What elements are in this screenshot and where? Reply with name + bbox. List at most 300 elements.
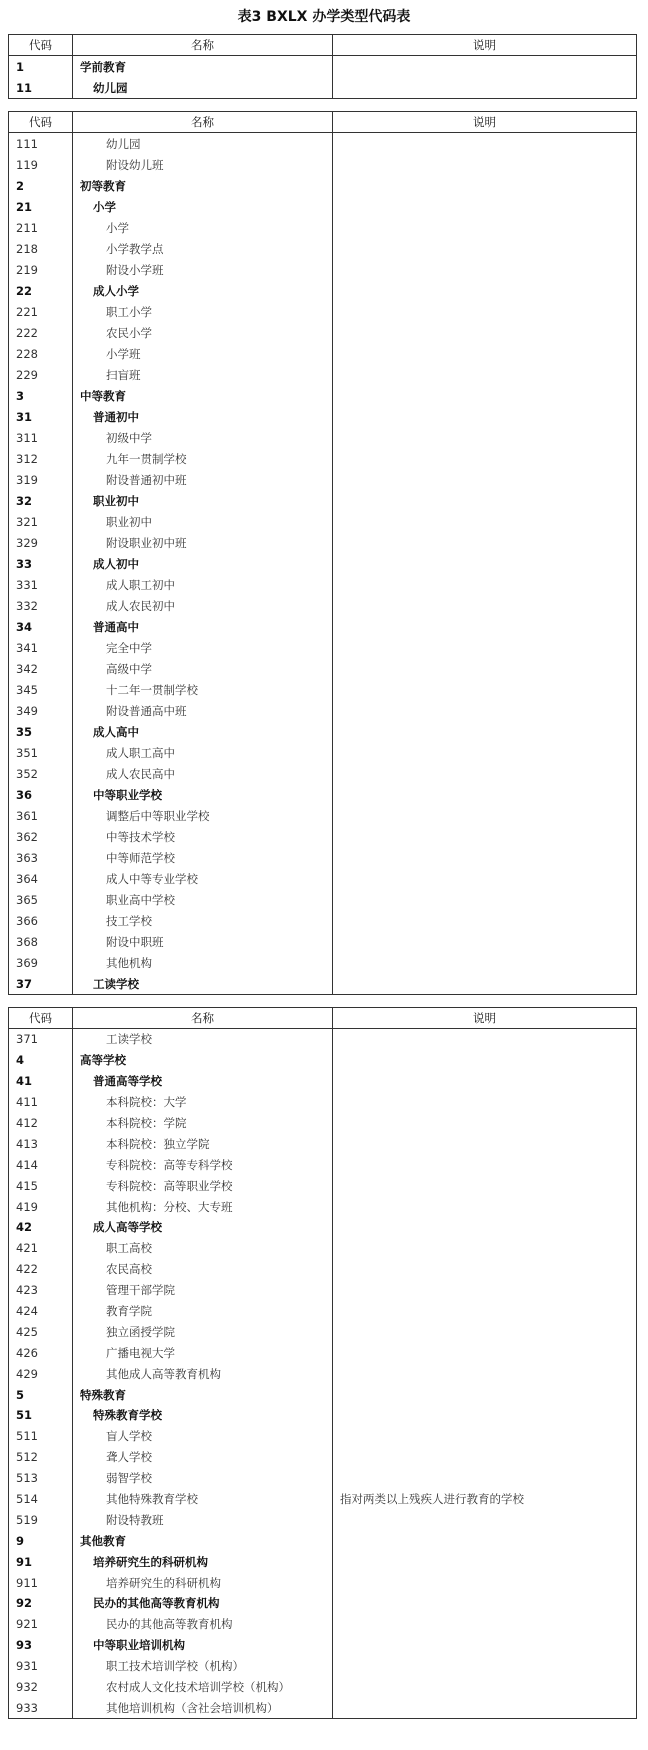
table-row xyxy=(9,56,637,78)
code-cell: 422 xyxy=(9,1259,73,1280)
desc-cell xyxy=(333,154,637,175)
table-row xyxy=(9,952,637,973)
desc-cell xyxy=(333,1509,637,1530)
desc-cell xyxy=(333,973,637,995)
table-row xyxy=(9,1071,637,1092)
code-table-part-3 xyxy=(8,1007,637,1719)
table-row xyxy=(9,532,637,553)
desc-cell xyxy=(333,448,637,469)
table-row xyxy=(9,637,637,658)
name-cell: 弱智学校 xyxy=(73,1468,333,1489)
desc-cell xyxy=(333,700,637,721)
code-cell: 321 xyxy=(9,511,73,532)
header-desc: 说明 xyxy=(333,112,637,133)
name-cell: 本科院校：独立学院 xyxy=(73,1133,333,1154)
desc-cell xyxy=(333,910,637,931)
code-cell: 42 xyxy=(9,1217,73,1238)
code-cell: 312 xyxy=(9,448,73,469)
desc-cell xyxy=(333,532,637,553)
name-cell: 小学 xyxy=(73,196,333,217)
code-cell: 329 xyxy=(9,532,73,553)
table-header-row xyxy=(9,1008,637,1029)
table-row xyxy=(9,1092,637,1113)
name-cell: 初等教育 xyxy=(73,175,333,196)
code-cell: 921 xyxy=(9,1614,73,1635)
table-row xyxy=(9,574,637,595)
desc-cell xyxy=(333,511,637,532)
name-cell: 成人小学 xyxy=(73,280,333,301)
desc-cell xyxy=(333,616,637,637)
code-cell: 21 xyxy=(9,196,73,217)
desc-cell xyxy=(333,952,637,973)
code-cell: 229 xyxy=(9,364,73,385)
table-row xyxy=(9,154,637,175)
name-cell: 扫盲班 xyxy=(73,364,333,385)
code-cell: 424 xyxy=(9,1301,73,1322)
desc-cell xyxy=(333,1092,637,1113)
table-row xyxy=(9,1113,637,1134)
name-cell: 附设职业初中班 xyxy=(73,532,333,553)
name-cell: 盲人学校 xyxy=(73,1426,333,1447)
name-cell: 成人职工高中 xyxy=(73,742,333,763)
code-cell: 932 xyxy=(9,1677,73,1698)
desc-cell xyxy=(333,322,637,343)
code-cell: 219 xyxy=(9,259,73,280)
table-row xyxy=(9,385,637,406)
table-row xyxy=(9,1238,637,1259)
code-cell: 37 xyxy=(9,973,73,995)
header-name: 名称 xyxy=(73,35,333,56)
name-cell: 职工技术培训学校（机构） xyxy=(73,1656,333,1677)
table-row xyxy=(9,805,637,826)
table-row xyxy=(9,322,637,343)
code-cell: 412 xyxy=(9,1113,73,1134)
table-row xyxy=(9,1656,637,1677)
name-cell: 成人高等学校 xyxy=(73,1217,333,1238)
desc-cell xyxy=(333,1259,637,1280)
desc-cell xyxy=(333,763,637,784)
code-cell: 51 xyxy=(9,1405,73,1426)
name-cell: 其他培训机构（含社会培训机构） xyxy=(73,1698,333,1719)
table-row xyxy=(9,1301,637,1322)
name-cell: 培养研究生的科研机构 xyxy=(73,1551,333,1572)
name-cell: 独立函授学院 xyxy=(73,1321,333,1342)
desc-cell xyxy=(333,889,637,910)
desc-cell xyxy=(333,868,637,889)
table-row xyxy=(9,658,637,679)
name-cell: 本科院校：学院 xyxy=(73,1113,333,1134)
desc-cell xyxy=(333,595,637,616)
desc-cell xyxy=(333,1133,637,1154)
name-cell: 成人职工初中 xyxy=(73,574,333,595)
desc-cell xyxy=(333,406,637,427)
header-code: 代码 xyxy=(9,35,73,56)
desc-cell xyxy=(333,1384,637,1405)
table-row xyxy=(9,1509,637,1530)
desc-cell: 指对两类以上残疾人进行教育的学校 xyxy=(333,1489,637,1510)
name-cell: 普通高等学校 xyxy=(73,1071,333,1092)
desc-cell xyxy=(333,175,637,196)
table-row xyxy=(9,889,637,910)
name-cell: 管理干部学院 xyxy=(73,1280,333,1301)
table-row xyxy=(9,868,637,889)
header-desc: 说明 xyxy=(333,35,637,56)
name-cell: 中等教育 xyxy=(73,385,333,406)
desc-cell xyxy=(333,490,637,511)
table-row xyxy=(9,721,637,742)
name-cell: 十二年一贯制学校 xyxy=(73,679,333,700)
table-row xyxy=(9,826,637,847)
code-cell: 2 xyxy=(9,175,73,196)
code-cell: 1 xyxy=(9,56,73,78)
table-row xyxy=(9,1384,637,1405)
code-cell: 365 xyxy=(9,889,73,910)
table-row xyxy=(9,1426,637,1447)
header-name: 名称 xyxy=(73,112,333,133)
name-cell: 初级中学 xyxy=(73,427,333,448)
code-cell: 228 xyxy=(9,343,73,364)
table-row xyxy=(9,784,637,805)
table-row xyxy=(9,1175,637,1196)
name-cell: 技工学校 xyxy=(73,910,333,931)
name-cell: 职工高校 xyxy=(73,1238,333,1259)
code-cell: 425 xyxy=(9,1321,73,1342)
desc-cell xyxy=(333,1572,637,1593)
code-cell: 352 xyxy=(9,763,73,784)
desc-cell xyxy=(333,1196,637,1217)
table-row xyxy=(9,175,637,196)
desc-cell xyxy=(333,1301,637,1322)
header-code: 代码 xyxy=(9,1008,73,1029)
code-cell: 93 xyxy=(9,1635,73,1656)
code-cell: 111 xyxy=(9,133,73,155)
table-row xyxy=(9,364,637,385)
code-cell: 423 xyxy=(9,1280,73,1301)
table-row xyxy=(9,1614,637,1635)
table-row xyxy=(9,1259,637,1280)
desc-cell xyxy=(333,1050,637,1071)
table-row xyxy=(9,343,637,364)
name-cell: 成人高中 xyxy=(73,721,333,742)
code-cell: 421 xyxy=(9,1238,73,1259)
code-cell: 222 xyxy=(9,322,73,343)
code-cell: 511 xyxy=(9,1426,73,1447)
table-row xyxy=(9,217,637,238)
name-cell: 调整后中等职业学校 xyxy=(73,805,333,826)
desc-cell xyxy=(333,1426,637,1447)
table-row xyxy=(9,1677,637,1698)
code-cell: 415 xyxy=(9,1175,73,1196)
desc-cell xyxy=(333,1280,637,1301)
desc-cell xyxy=(333,1217,637,1238)
name-cell: 成人初中 xyxy=(73,553,333,574)
name-cell: 职业初中 xyxy=(73,490,333,511)
name-cell: 专科院校：高等职业学校 xyxy=(73,1175,333,1196)
name-cell: 其他教育 xyxy=(73,1530,333,1551)
code-cell: 369 xyxy=(9,952,73,973)
table-row xyxy=(9,469,637,490)
code-cell: 368 xyxy=(9,931,73,952)
table-row xyxy=(9,931,637,952)
code-cell: 3 xyxy=(9,385,73,406)
code-cell: 4 xyxy=(9,1050,73,1071)
table-row xyxy=(9,1468,637,1489)
name-cell: 附设普通初中班 xyxy=(73,469,333,490)
desc-cell xyxy=(333,77,637,99)
desc-cell xyxy=(333,805,637,826)
name-cell: 成人中等专业学校 xyxy=(73,868,333,889)
code-cell: 514 xyxy=(9,1489,73,1510)
code-cell: 345 xyxy=(9,679,73,700)
name-cell: 幼儿园 xyxy=(73,77,333,99)
name-cell: 普通初中 xyxy=(73,406,333,427)
code-cell: 33 xyxy=(9,553,73,574)
name-cell: 小学班 xyxy=(73,343,333,364)
name-cell: 民办的其他高等教育机构 xyxy=(73,1593,333,1614)
code-cell: 211 xyxy=(9,217,73,238)
table-row xyxy=(9,406,637,427)
desc-cell xyxy=(333,1614,637,1635)
table-row xyxy=(9,1280,637,1301)
name-cell: 小学 xyxy=(73,217,333,238)
name-cell: 高等学校 xyxy=(73,1050,333,1071)
desc-cell xyxy=(333,1029,637,1050)
name-cell: 特殊教育 xyxy=(73,1384,333,1405)
name-cell: 农民高校 xyxy=(73,1259,333,1280)
desc-cell xyxy=(333,574,637,595)
table-row xyxy=(9,77,637,99)
code-cell: 351 xyxy=(9,742,73,763)
code-cell: 411 xyxy=(9,1092,73,1113)
table-row xyxy=(9,553,637,574)
desc-cell xyxy=(333,784,637,805)
name-cell: 成人农民初中 xyxy=(73,595,333,616)
table-row xyxy=(9,1342,637,1363)
table-row xyxy=(9,1321,637,1342)
code-cell: 429 xyxy=(9,1363,73,1384)
code-cell: 519 xyxy=(9,1509,73,1530)
desc-cell xyxy=(333,385,637,406)
code-cell: 221 xyxy=(9,301,73,322)
table-row xyxy=(9,1363,637,1384)
name-cell: 其他机构：分校、大专班 xyxy=(73,1196,333,1217)
code-cell: 91 xyxy=(9,1551,73,1572)
table-header-row xyxy=(9,35,637,56)
name-cell: 中等技术学校 xyxy=(73,826,333,847)
table-row xyxy=(9,1447,637,1468)
table-row xyxy=(9,1029,637,1050)
table-row xyxy=(9,1217,637,1238)
name-cell: 附设中职班 xyxy=(73,931,333,952)
code-cell: 371 xyxy=(9,1029,73,1050)
code-cell: 349 xyxy=(9,700,73,721)
desc-cell xyxy=(333,826,637,847)
code-cell: 36 xyxy=(9,784,73,805)
name-cell: 聋人学校 xyxy=(73,1447,333,1468)
table-row xyxy=(9,448,637,469)
desc-cell xyxy=(333,238,637,259)
table-row xyxy=(9,973,637,995)
desc-cell xyxy=(333,469,637,490)
name-cell: 广播电视大学 xyxy=(73,1342,333,1363)
table-row xyxy=(9,1530,637,1551)
desc-cell xyxy=(333,217,637,238)
table-row xyxy=(9,1050,637,1071)
name-cell: 中等职业培训机构 xyxy=(73,1635,333,1656)
table-row xyxy=(9,301,637,322)
code-cell: 341 xyxy=(9,637,73,658)
code-cell: 319 xyxy=(9,469,73,490)
desc-cell xyxy=(333,1530,637,1551)
table-row xyxy=(9,1133,637,1154)
name-cell: 职工小学 xyxy=(73,301,333,322)
name-cell: 附设普通高中班 xyxy=(73,700,333,721)
code-cell: 512 xyxy=(9,1447,73,1468)
table-row xyxy=(9,1551,637,1572)
name-cell: 学前教育 xyxy=(73,56,333,78)
name-cell: 九年一贯制学校 xyxy=(73,448,333,469)
name-cell: 特殊教育学校 xyxy=(73,1405,333,1426)
code-cell: 342 xyxy=(9,658,73,679)
table-row xyxy=(9,1196,637,1217)
desc-cell xyxy=(333,259,637,280)
name-cell: 培养研究生的科研机构 xyxy=(73,1572,333,1593)
desc-cell xyxy=(333,364,637,385)
desc-cell xyxy=(333,1551,637,1572)
code-cell: 332 xyxy=(9,595,73,616)
table-row xyxy=(9,511,637,532)
table-row xyxy=(9,427,637,448)
header-code: 代码 xyxy=(9,112,73,133)
desc-cell xyxy=(333,1154,637,1175)
desc-cell xyxy=(333,679,637,700)
table-row xyxy=(9,1572,637,1593)
table-row xyxy=(9,1489,637,1510)
table-row xyxy=(9,259,637,280)
desc-cell xyxy=(333,196,637,217)
name-cell: 中等师范学校 xyxy=(73,847,333,868)
name-cell: 完全中学 xyxy=(73,637,333,658)
code-cell: 414 xyxy=(9,1154,73,1175)
name-cell: 职业初中 xyxy=(73,511,333,532)
table-row xyxy=(9,1593,637,1614)
name-cell: 其他特殊教育学校 xyxy=(73,1489,333,1510)
desc-cell xyxy=(333,1635,637,1656)
code-cell: 35 xyxy=(9,721,73,742)
name-cell: 附设幼儿班 xyxy=(73,154,333,175)
desc-cell xyxy=(333,343,637,364)
name-cell: 中等职业学校 xyxy=(73,784,333,805)
desc-cell xyxy=(333,1656,637,1677)
desc-cell xyxy=(333,742,637,763)
table-header-row xyxy=(9,112,637,133)
code-cell: 218 xyxy=(9,238,73,259)
code-cell: 933 xyxy=(9,1698,73,1719)
header-desc: 说明 xyxy=(333,1008,637,1029)
code-cell: 366 xyxy=(9,910,73,931)
code-cell: 311 xyxy=(9,427,73,448)
code-cell: 331 xyxy=(9,574,73,595)
desc-cell xyxy=(333,301,637,322)
code-cell: 413 xyxy=(9,1133,73,1154)
header-name: 名称 xyxy=(73,1008,333,1029)
name-cell: 民办的其他高等教育机构 xyxy=(73,1614,333,1635)
desc-cell xyxy=(333,553,637,574)
desc-cell xyxy=(333,280,637,301)
desc-cell xyxy=(333,1698,637,1719)
desc-cell xyxy=(333,1175,637,1196)
desc-cell xyxy=(333,133,637,155)
table-row xyxy=(9,847,637,868)
desc-cell xyxy=(333,1468,637,1489)
table-row xyxy=(9,1635,637,1656)
table-row xyxy=(9,280,637,301)
name-cell: 高级中学 xyxy=(73,658,333,679)
code-cell: 362 xyxy=(9,826,73,847)
name-cell: 农村成人文化技术培训学校（机构） xyxy=(73,1677,333,1698)
name-cell: 幼儿园 xyxy=(73,133,333,155)
name-cell: 工读学校 xyxy=(73,1029,333,1050)
table-row xyxy=(9,133,637,155)
code-table-part-1 xyxy=(8,34,637,99)
code-cell: 911 xyxy=(9,1572,73,1593)
name-cell: 其他机构 xyxy=(73,952,333,973)
desc-cell xyxy=(333,1321,637,1342)
table-row xyxy=(9,238,637,259)
code-cell: 41 xyxy=(9,1071,73,1092)
table-row xyxy=(9,742,637,763)
table-row xyxy=(9,616,637,637)
desc-cell xyxy=(333,847,637,868)
table-row xyxy=(9,679,637,700)
desc-cell xyxy=(333,637,637,658)
desc-cell xyxy=(333,1238,637,1259)
desc-cell xyxy=(333,427,637,448)
code-cell: 34 xyxy=(9,616,73,637)
table-row xyxy=(9,196,637,217)
code-cell: 9 xyxy=(9,1530,73,1551)
desc-cell xyxy=(333,1405,637,1426)
table-row xyxy=(9,1698,637,1719)
code-cell: 5 xyxy=(9,1384,73,1405)
desc-cell xyxy=(333,1342,637,1363)
table-row xyxy=(9,910,637,931)
table-row xyxy=(9,595,637,616)
name-cell: 普通高中 xyxy=(73,616,333,637)
desc-cell xyxy=(333,658,637,679)
table-row xyxy=(9,700,637,721)
code-cell: 931 xyxy=(9,1656,73,1677)
code-table-part-2 xyxy=(8,111,637,995)
name-cell: 职业高中学校 xyxy=(73,889,333,910)
code-cell: 32 xyxy=(9,490,73,511)
name-cell: 农民小学 xyxy=(73,322,333,343)
name-cell: 本科院校：大学 xyxy=(73,1092,333,1113)
name-cell: 专科院校：高等专科学校 xyxy=(73,1154,333,1175)
table-row xyxy=(9,490,637,511)
desc-cell xyxy=(333,931,637,952)
name-cell: 教育学院 xyxy=(73,1301,333,1322)
code-cell: 22 xyxy=(9,280,73,301)
desc-cell xyxy=(333,1593,637,1614)
name-cell: 附设小学班 xyxy=(73,259,333,280)
code-cell: 513 xyxy=(9,1468,73,1489)
table-row xyxy=(9,1405,637,1426)
name-cell: 成人农民高中 xyxy=(73,763,333,784)
desc-cell xyxy=(333,1363,637,1384)
table-row xyxy=(9,1154,637,1175)
code-cell: 119 xyxy=(9,154,73,175)
